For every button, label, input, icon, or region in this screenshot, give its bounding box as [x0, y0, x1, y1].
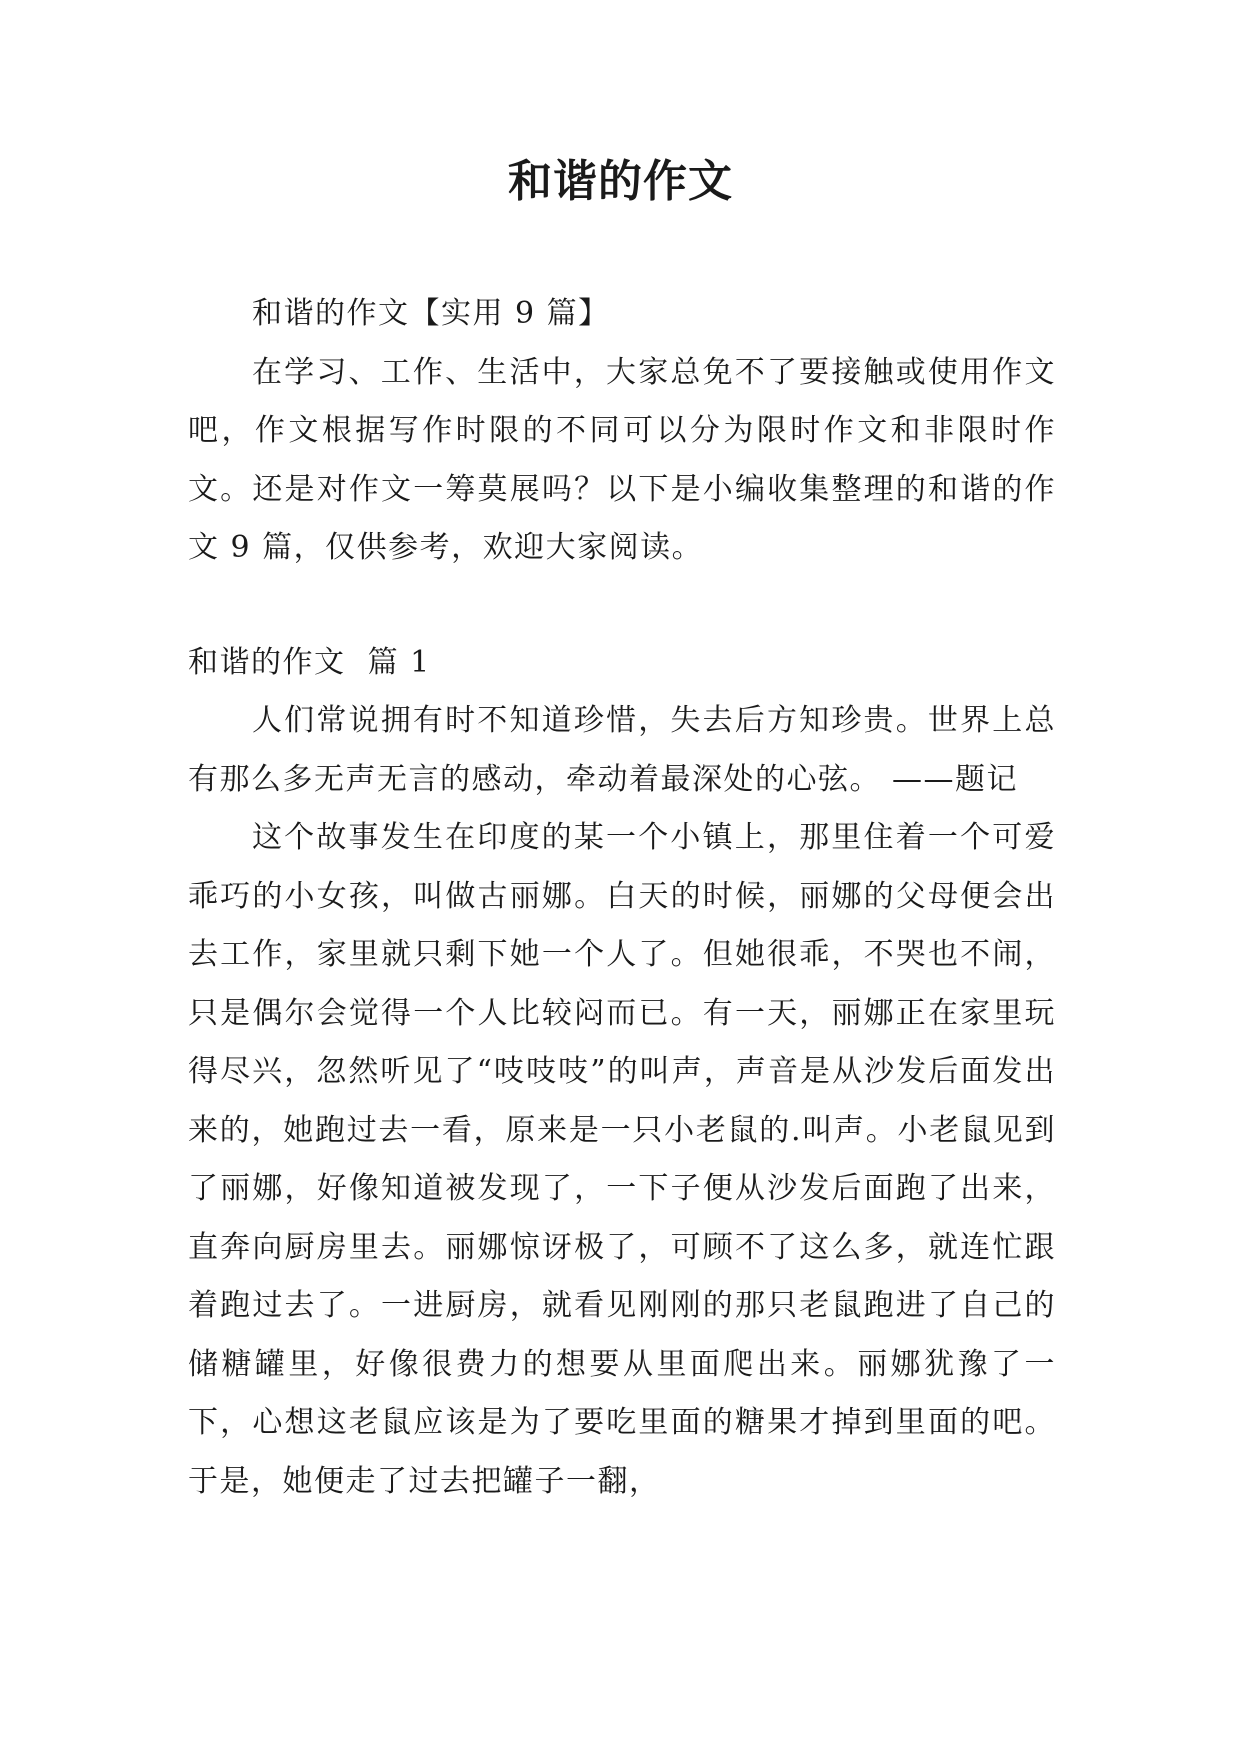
- document-subtitle: 和谐的作文【实用 9 篇】: [252, 296, 610, 331]
- section-paragraph-epigraph: 人们常说拥有时不知道珍惜，失去后方知珍贵。世界上总有那么多无声无言的感动，牵动着最深处的心弦。 ——题记: [188, 703, 1056, 797]
- intro-paragraph: 在学习、工作、生活中，大家总免不了要接触或使用作文吧，作文根据写作时限的不同可以分为限时作文和非限时作文。还是对作文一筹莫展吗？以下是小编收集整理的和谐的作文 9 篇，仅供参考，欢迎大家阅读。: [188, 354, 1056, 565]
- section-heading: 和谐的作文 篇 1: [188, 644, 431, 680]
- section-1: [188, 634, 1056, 1512]
- section-paragraph-story: 这个故事发生在印度的某一个小镇上，那里住着一个可爱乖巧的小女孩，叫做古丽娜。白天的时候，丽娜的父母便会出去工作，家里就只剩下她一个人了。但她很乖，不哭也不闹，只是偶尔会觉得一个人比较闷而已。有一天，丽娜正在家里玩得尽兴，忽然听见了“吱吱吱”的叫声，声音是从沙发后面发出来的，她跑过去一看，原来是一只小老鼠的.叫声。小老鼠见到了丽娜，好像知道被发现了，一下子便从沙发后面跑了出来，直奔向厨房里去。丽娜惊讶极了，可顾不了这么多，就连忙跟着跑过去了。一进厨房，就看见刚刚的那只老鼠跑进了自己的储糖罐里，好像很费力的想要从里面爬出来。丽娜犹豫了一下，心想这老鼠应该是为了要吃里面的糖果才掉到里面的吧。于是，她便走了过去把罐子一翻，: [188, 820, 1056, 1499]
- document-body: [188, 285, 1056, 1511]
- document-title: 和谐的作文: [508, 156, 733, 207]
